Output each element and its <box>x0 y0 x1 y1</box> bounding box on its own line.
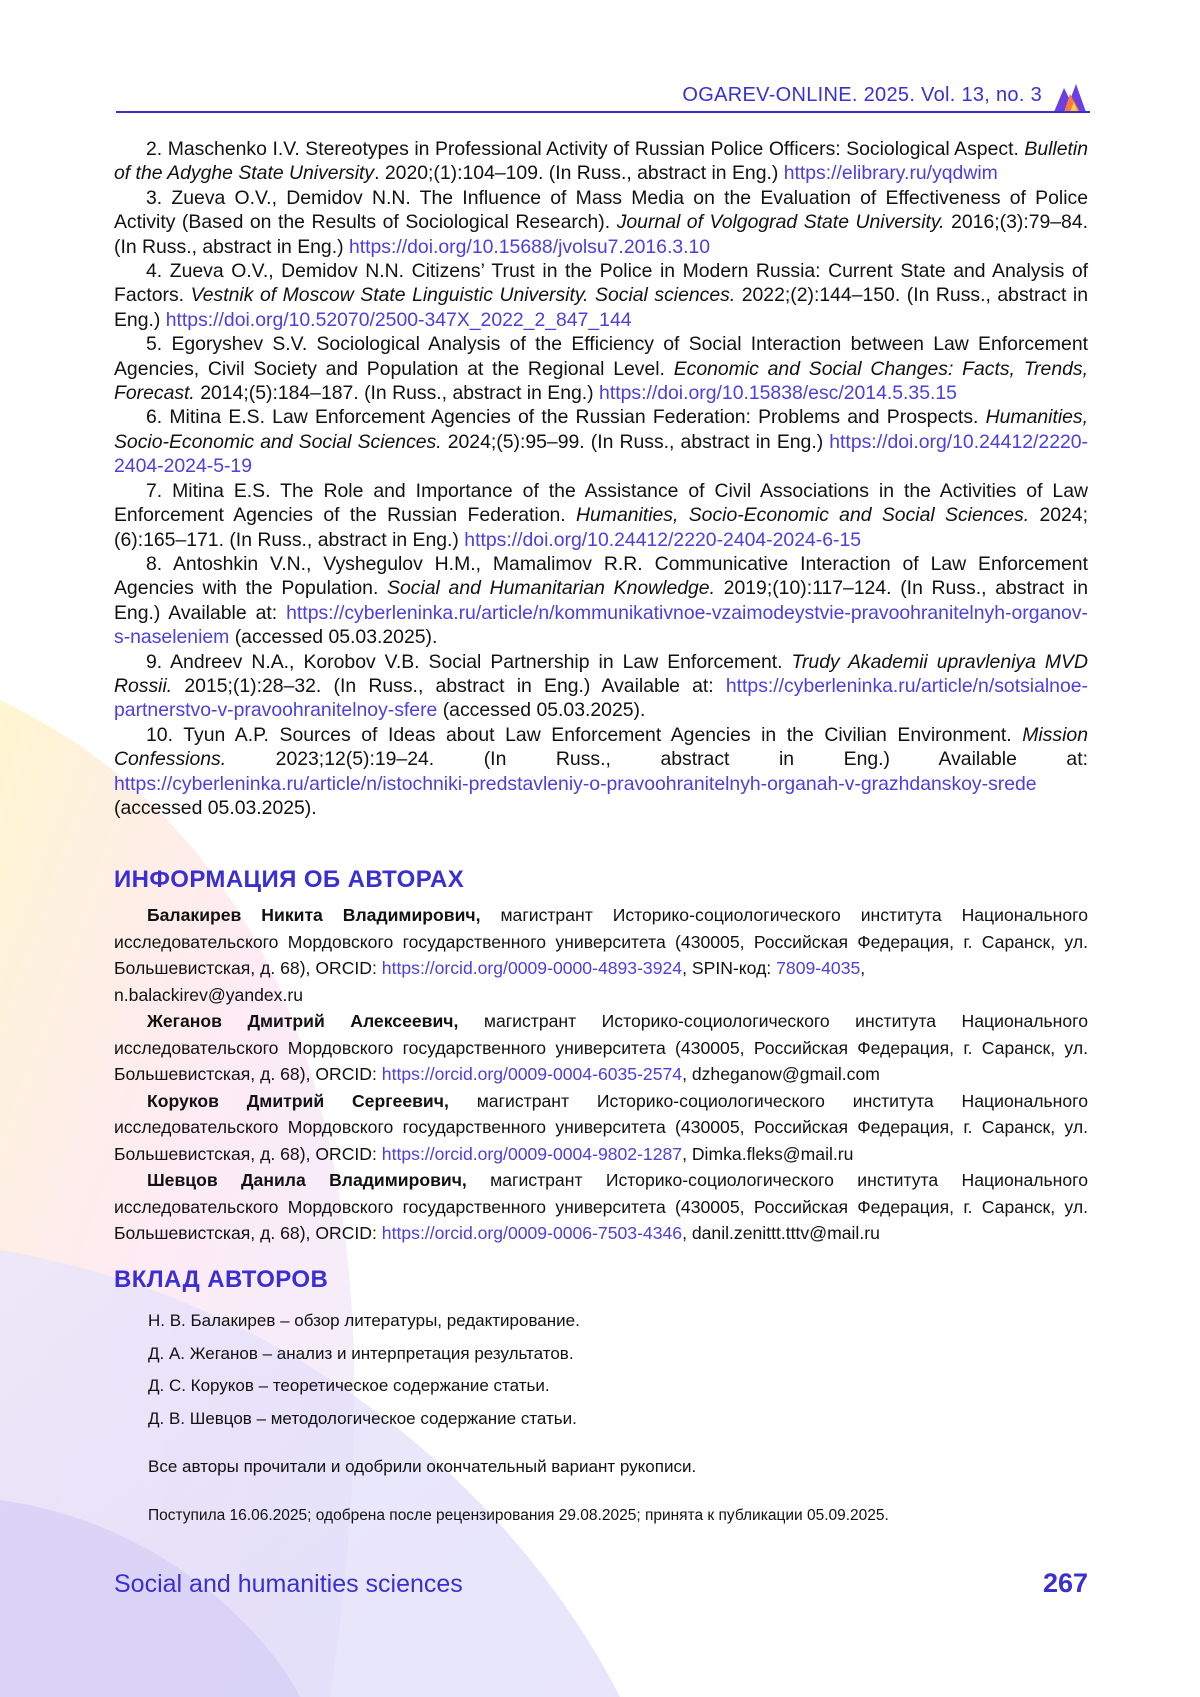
reference-item: 7. Mitina E.S. The Role and Importance of the Assistance of Civil Associations in the Activities of Law Enforcement Agencies of the Russian Federation. Humanities, Socio-Economic and Social Sciences. 2024;(6):165–171. (In Russ., abstract in Eng.) https://doi.org/10.24412/2220-2404-2024-6-15 <box>114 479 1088 552</box>
reference-item: 4. Zueva O.V., Demidov N.N. Citizens’ Trust in the Police in Modern Russia: Current State and Analysis of Factors. Vestnik of Moscow State Linguistic University. Social sciences. 2022;(2):144–150. (In Russ., abstract in Eng.) https://doi.org/10.52070/2500-347X_2022_2_847_144 <box>114 259 1088 332</box>
reference-link[interactable]: https://cyberleninka.ru/article/n/istochniki-predstavleniy-o-pravoohranitelnyh-organah-v-grazhdanskoy-srede <box>114 773 1037 795</box>
orcid-link[interactable]: https://orcid.org/0009-0000-4893-3924 <box>382 958 682 978</box>
reference-link[interactable]: https://doi.org/10.52070/2500-347X_2022_2_847_144 <box>166 309 632 331</box>
spin-link[interactable]: 7809-4035 <box>776 958 860 978</box>
contribution-item: Д. А. Жеганов – анализ и интерпретация результатов. <box>148 1338 1048 1371</box>
reference-item: 8. Antoshkin V.N., Vyshegulov H.M., Mamalimov R.R. Communicative Interaction of Law Enforcement Agencies with the Population. Social and Humanitarian Knowledge. 2019;(10):117–124. (In Russ., abstract in Eng.) Available at: https://cyberleninka.ru/article/n/kommunikativnoe-vzaimodeystvie-pravoohranitelnyh-organov-s-naseleniem (accessed 05.03.2025). <box>114 552 1088 650</box>
submission-dates: Поступила 16.06.2025; одобрена после рецензирования 29.08.2025; принята к публикации 05.09.2025. <box>148 1507 889 1525</box>
author-entry: Коруков Дмитрий Сергеевич, магистрант Историко-социологического института Национального исследовательского Мордовского государственного университета (430005, Российская Федерация, г. Саранск, ул. Большевистская, д. 68), ORCID: https://orcid.org/0009-0004-9802-1287, Dimka.fleks@mail.ru <box>114 1088 1088 1168</box>
reference-item: 10. Tyun A.P. Sources of Ideas about Law Enforcement Agencies in the Civilian Environment. Mission Confessions. 2023;12(5):19–24. (In Russ., abstract in Eng.) Available at: https://cyberleninka.ru/article/n/istochniki-predstavleniy-o-pravoohranitelnyh-organah-v-grazhdanskoy-srede (accessed 05.03.2025). <box>114 723 1088 821</box>
authors-section-title: ИНФОРМАЦИЯ ОБ АВТОРАХ <box>114 866 464 894</box>
page-number: 267 <box>1043 1568 1088 1599</box>
contribution-item: Н. В. Балакирев – обзор литературы, редактирование. <box>148 1305 1048 1338</box>
reference-link[interactable]: https://doi.org/10.15838/esc/2014.5.35.15 <box>599 382 957 404</box>
page <box>0 0 1200 1697</box>
author-entry: Жеганов Дмитрий Алексеевич, магистрант Историко-социологического института Национального исследовательского Мордовского государственного университета (430005, Российская Федерация, г. Саранск, ул. Большевистская, д. 68), ORCID: https://orcid.org/0009-0004-6035-2574, dzheganow@gmail.com <box>114 1008 1088 1088</box>
reference-item: 3. Zueva O.V., Demidov N.N. The Influence of Mass Media on the Evaluation of Effectiveness of Police Activity (Based on the Results of Sociological Research). Journal of Volgograd State University. 2016;(3):79–84. (In Russ., abstract in Eng.) https://doi.org/10.15688/jvolsu7.2016.3.10 <box>114 186 1088 259</box>
footer-section-name: Social and humanities sciences <box>114 1570 463 1599</box>
journal-title: OGAREV-ONLINE. 2025. Vol. 13, no. 3 <box>682 84 1042 107</box>
author-email: , danil.zenittt.tttv@mail.ru <box>682 1223 880 1243</box>
approval-statement: Все авторы прочитали и одобрили окончательный вариант рукописи. <box>148 1457 696 1477</box>
reference-link[interactable]: https://cyberleninka.ru/article/n/sotsialnoe-partnerstvo-v-pravoohranitelnoy-sfere <box>114 675 1088 721</box>
contribution-section-title: ВКЛАД АВТОРОВ <box>114 1266 328 1294</box>
reference-link[interactable]: https://doi.org/10.24412/2220-2404-2024-5-19 <box>114 431 1088 477</box>
orcid-link[interactable]: https://orcid.org/0009-0004-9802-1287 <box>382 1144 682 1164</box>
reference-item: 5. Egoryshev S.V. Sociological Analysis of the Efficiency of Social Interaction between Law Enforcement Agencies, Civil Society and Population at the Regional Level. Economic and Social Changes: Facts, Trends, Forecast. 2014;(5):184–187. (In Russ., abstract in Eng.) https://doi.org/10.15838/esc/2014.5.35.15 <box>114 332 1088 405</box>
reference-link[interactable]: https://doi.org/10.15688/jvolsu7.2016.3.10 <box>349 236 710 258</box>
reference-list <box>114 137 1088 820</box>
author-entry: Шевцов Данила Владимирович, магистрант Историко-социологического института Национального исследовательского Мордовского государственного университета (430005, Российская Федерация, г. Саранск, ул. Большевистская, д. 68), ORCID: https://orcid.org/0009-0006-7503-4346, danil.zenittt.tttv@mail.ru <box>114 1167 1088 1247</box>
author-entry: Балакирев Никита Владимирович, магистрант Историко-социологического института Национального исследовательского Мордовского государственного университета (430005, Российская Федерация, г. Саранск, ул. Большевистская, д. 68), ORCID: https://orcid.org/0009-0000-4893-3924, SPIN-код: 7809-4035, n.balackirev@yandex.ru <box>114 902 1088 1008</box>
contribution-list <box>148 1305 1048 1435</box>
author-email: , dzheganow@gmail.com <box>682 1064 880 1084</box>
author-email: , Dimka.fleks@mail.ru <box>682 1144 853 1164</box>
reference-link[interactable]: https://cyberleninka.ru/article/n/kommunikativnoe-vzaimodeystvie-pravoohranitelnyh-organov-s-naseleniem <box>114 602 1088 648</box>
orcid-link[interactable]: https://orcid.org/0009-0006-7503-4346 <box>382 1223 682 1243</box>
reference-item: 2. Maschenko I.V. Stereotypes in Professional Activity of Russian Police Officers: Sociological Aspect. Bulletin of the Adyghe State University. 2020;(1):104–109. (In Russ., abstract in Eng.) https://elibrary.ru/yqdwim <box>114 137 1088 186</box>
reference-item: 6. Mitina E.S. Law Enforcement Agencies of the Russian Federation: Problems and Prospects. Humanities, Socio-Economic and Social Sciences. 2024;(5):95–99. (In Russ., abstract in Eng.) https://doi.org/10.24412/2220-2404-2024-5-19 <box>114 405 1088 478</box>
contribution-item: Д. С. Коруков – теоретическое содержание статьи. <box>148 1370 1048 1403</box>
header-rule <box>116 111 1090 113</box>
author-email: , n.balackirev@yandex.ru <box>114 958 865 1005</box>
orcid-link[interactable]: https://orcid.org/0009-0004-6035-2574 <box>382 1064 682 1084</box>
reference-item: 9. Andreev N.A., Korobov V.B. Social Partnership in Law Enforcement. Trudy Akademii upravleniya MVD Rossii. 2015;(1):28–32. (In Russ., abstract in Eng.) Available at: https://cyberleninka.ru/article/n/sotsialnoe-partnerstvo-v-pravoohranitelnoy-sfere (accessed 05.03.2025). <box>114 650 1088 723</box>
contribution-item: Д. В. Шевцов – методологическое содержание статьи. <box>148 1403 1048 1436</box>
page-header <box>116 80 1090 114</box>
author-list <box>114 902 1088 1247</box>
reference-link[interactable]: https://doi.org/10.24412/2220-2404-2024-6-15 <box>464 529 861 551</box>
journal-logo-icon <box>1050 80 1090 114</box>
reference-link[interactable]: https://elibrary.ru/yqdwim <box>784 162 998 184</box>
